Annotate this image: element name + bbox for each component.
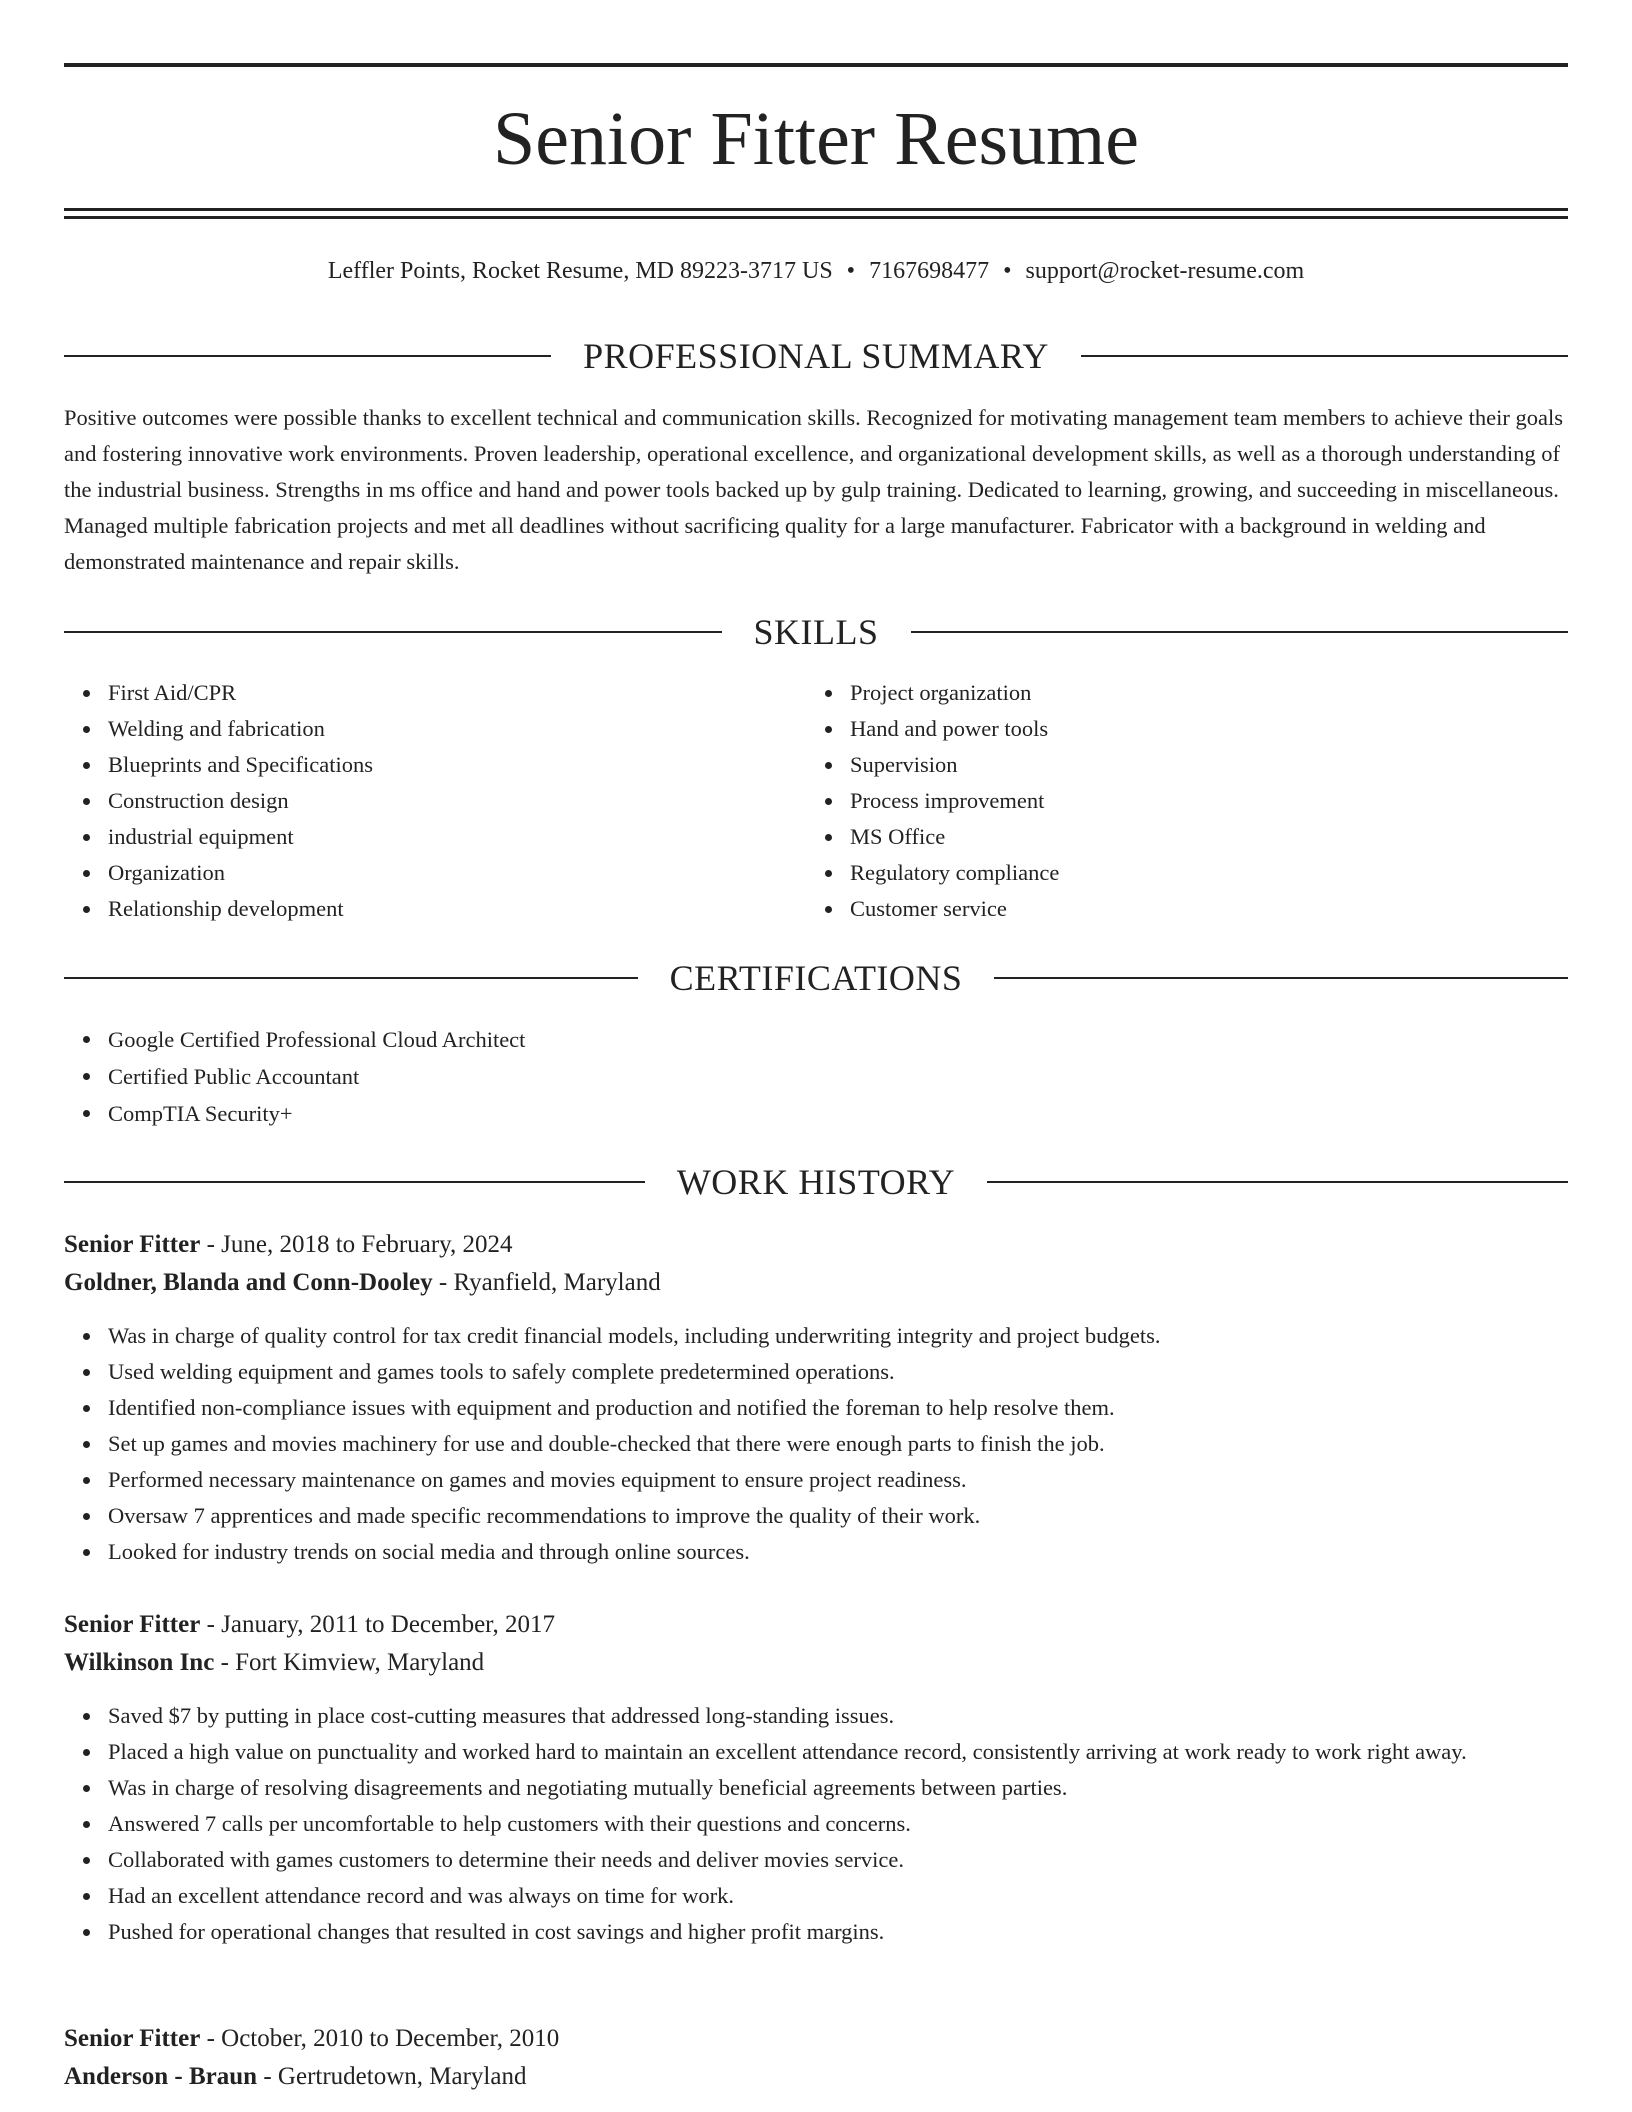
- header-top-rule: [64, 63, 1568, 67]
- skills-list-left: [64, 675, 804, 927]
- job-title: Senior Fitter: [64, 1231, 201, 1258]
- resume-title: Senior Fitter Resume: [493, 97, 1139, 181]
- skill-item: Construction design: [64, 783, 804, 819]
- skill-item: Process improvement: [806, 783, 1568, 819]
- section-rule: [987, 1181, 1568, 1183]
- section-title: SKILLS: [753, 612, 879, 652]
- contact-address: Leffler Points, Rocket Resume, MD 89223-3717 US: [327, 258, 833, 284]
- skill-item: Supervision: [806, 747, 1568, 783]
- section-heading-skills: [64, 610, 1568, 654]
- job-bullet: Had an excellent attendance record and was always on time for work.: [64, 1878, 1568, 1914]
- header-double-rule-lower: [64, 216, 1568, 219]
- contact-phone: 7167698477: [869, 258, 990, 284]
- job-entry: [64, 2020, 1568, 2096]
- job-title: Senior Fitter: [64, 1611, 201, 1638]
- certification-item: Google Certified Professional Cloud Architect: [64, 1021, 1568, 1058]
- section-rule: [64, 977, 638, 979]
- job-bullet: Saved $7 by putting in place cost-cutting measures that addressed long-standing issues.: [64, 1698, 1568, 1734]
- job-bullet: Pushed for operational changes that resulted in cost savings and higher profit margins.: [64, 1914, 1568, 1950]
- section-rule: [994, 977, 1568, 979]
- skill-item: Customer service: [806, 891, 1568, 927]
- job-entry: [64, 1606, 1568, 1950]
- job-bullets: [64, 1318, 1568, 1570]
- job-title-line: [64, 1226, 1568, 1264]
- skill-item: Hand and power tools: [806, 711, 1568, 747]
- section-rule: [64, 1181, 645, 1183]
- skill-item: Organization: [64, 855, 804, 891]
- job-title: Senior Fitter: [64, 2025, 201, 2052]
- job-location: - Gertrudetown, Maryland: [257, 2063, 527, 2090]
- header-double-rule-upper: [64, 208, 1568, 211]
- job-bullet: Used welding equipment and games tools to safely complete predetermined operations.: [64, 1354, 1568, 1390]
- job-bullet: Was in charge of quality control for tax credit financial models, including underwriting integrity and project budgets.: [64, 1318, 1568, 1354]
- contact-separator: •: [1003, 258, 1012, 284]
- job-company-line: [64, 1644, 1568, 1682]
- contact-email: support@rocket-resume.com: [1025, 258, 1305, 284]
- section-title: CERTIFICATIONS: [669, 958, 963, 998]
- job-dates: - October, 2010 to December, 2010: [200, 2025, 560, 2052]
- contact-separator: •: [846, 258, 856, 284]
- section-heading-work-history: [64, 1160, 1568, 1204]
- section-heading-certifications: [64, 956, 1568, 1000]
- skill-item: Relationship development: [64, 891, 804, 927]
- job-dates: - January, 2011 to December, 2017: [200, 1611, 555, 1638]
- summary-paragraph: Positive outcomes were possible thanks to excellent technical and communication skills. Recognized for motivating management team members to achieve their goals and fostering innovative work environments. Proven leadership, operational excellence, and organizational development skills, as well as a thorough understanding of the industrial business. Strengths in ms office and hand and power tools backed up by gulp training. Dedicated to learning, growing, and succeeding in miscellaneous. Managed multiple fabrication projects and met all deadlines without sacrificing quality for a large manufacturer. Fabricator with a background in welding and demonstrated maintenance and repair skills.: [64, 405, 1563, 574]
- job-bullets: [64, 1698, 1568, 1950]
- job-bullet: Was in charge of resolving disagreements and negotiating mutually beneficial agreements between parties.: [64, 1770, 1568, 1806]
- job-title-line: [64, 1606, 1568, 1644]
- job-bullet: Identified non-compliance issues with equipment and production and notified the foreman to help resolve them.: [64, 1390, 1568, 1426]
- job-bullet: Looked for industry trends on social media and through online sources.: [64, 1534, 1568, 1570]
- job-entry: [64, 1226, 1568, 1570]
- section-title: WORK HISTORY: [676, 1162, 956, 1202]
- certifications-list: [64, 1021, 1568, 1132]
- job-company: Goldner, Blanda and Conn-Dooley: [64, 1269, 433, 1296]
- job-company: Anderson - Braun: [64, 2063, 258, 2090]
- skill-item: MS Office: [806, 819, 1568, 855]
- job-bullet: Performed necessary maintenance on games and movies equipment to ensure project readiness.: [64, 1462, 1568, 1498]
- skill-item: Regulatory compliance: [806, 855, 1568, 891]
- certification-item: CompTIA Security+: [64, 1095, 1568, 1132]
- section-rule: [64, 355, 551, 357]
- job-location: - Fort Kimview, Maryland: [214, 1649, 485, 1676]
- skill-item: First Aid/CPR: [64, 675, 804, 711]
- job-company: Wilkinson Inc: [64, 1649, 215, 1676]
- certification-item: Certified Public Accountant: [64, 1058, 1568, 1095]
- section-heading-summary: [64, 334, 1568, 378]
- section-rule: [64, 631, 722, 633]
- job-company-line: [64, 1264, 1568, 1302]
- skill-item: Project organization: [806, 675, 1568, 711]
- job-bullet: Set up games and movies machinery for use and double-checked that there were enough parts to finish the job.: [64, 1426, 1568, 1462]
- job-bullet: Answered 7 calls per uncomfortable to help customers with their questions and concerns.: [64, 1806, 1568, 1842]
- section-title: PROFESSIONAL SUMMARY: [583, 336, 1049, 376]
- job-company-line: [64, 2058, 1568, 2096]
- skill-item: Welding and fabrication: [64, 711, 804, 747]
- job-bullet: Placed a high value on punctuality and worked hard to maintain an excellent attendance record, consistently arriving at work ready to work right away.: [64, 1734, 1568, 1770]
- job-dates: - June, 2018 to February, 2024: [200, 1231, 513, 1258]
- job-bullet: Oversaw 7 apprentices and made specific recommendations to improve the quality of their work.: [64, 1498, 1568, 1534]
- job-location: - Ryanfield, Maryland: [432, 1269, 661, 1296]
- skill-item: industrial equipment: [64, 819, 804, 855]
- contact-line: [64, 254, 1568, 288]
- section-rule: [1081, 355, 1568, 357]
- section-rule: [911, 631, 1569, 633]
- job-bullet: Collaborated with games customers to determine their needs and deliver movies service.: [64, 1842, 1568, 1878]
- job-title-line: [64, 2020, 1568, 2058]
- skill-item: Blueprints and Specifications: [64, 747, 804, 783]
- skills-list-right: [806, 675, 1568, 927]
